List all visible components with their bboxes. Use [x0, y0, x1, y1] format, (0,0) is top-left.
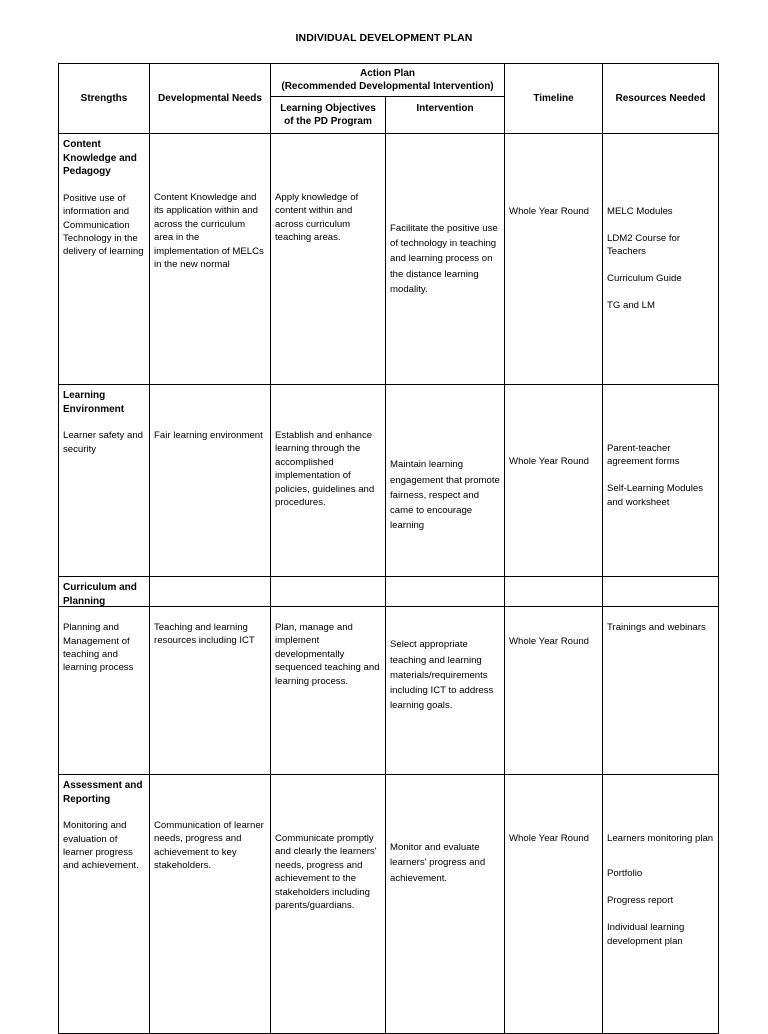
header-developmental-needs: Developmental Needs [150, 64, 271, 134]
objective-cell: Apply knowledge of content within and across curriculum teaching areas. [271, 134, 386, 385]
timeline-cell: Whole Year Round [505, 775, 603, 1034]
strength-cell [59, 577, 150, 775]
resource-item: MELC Modules [607, 206, 673, 217]
timeline-cell: Whole Year Round [505, 577, 603, 775]
category-label: Content Knowledge and Pedagogy [63, 139, 137, 178]
strength-cell [59, 134, 150, 385]
document-title: INDIVIDUAL DEVELOPMENT PLAN [295, 32, 473, 44]
strength-text: Learner safety and security [63, 430, 144, 455]
header-learning-objectives: Learning Objectives of the PD Program [271, 97, 386, 134]
header-action-plan-line2: (Recommended Developmental Intervention) [281, 81, 494, 92]
header-strengths: Strengths [59, 64, 150, 134]
resources-cell [603, 775, 719, 1034]
resources-cell [603, 385, 719, 607]
header-timeline: Timeline [505, 64, 603, 134]
intervention-cell: Maintain learning engagement that promote fairness, respect and came to encourage learning [386, 385, 505, 607]
strength-text: Monitoring and evaluation of learner progress and achievement. [63, 820, 139, 872]
table-row [59, 134, 719, 385]
intervention-cell: Facilitate the positive use of technology in teaching and learning process on the distance learning modality. [386, 134, 505, 385]
header-resources-needed: Resources Needed [603, 64, 719, 134]
objective-cell: Plan, manage and implement developmentally sequenced teaching and learning process. [271, 577, 386, 775]
table-row [59, 385, 719, 607]
header-intervention: Intervention [386, 97, 505, 134]
resource-item: Trainings and webinars [607, 622, 706, 633]
category-label: Assessment and Reporting [63, 780, 143, 805]
timeline-cell: Whole Year Round [505, 134, 603, 385]
resource-item: Parent-teacher agreement forms [607, 443, 680, 468]
resource-item: LDM2 Course for Teachers [607, 232, 681, 258]
category-label: Curriculum and Planning [63, 582, 137, 607]
intervention-cell: Select appropriate teaching and learning materials/requirements including ICT to address learning goals. [386, 577, 505, 775]
development-plan-table-page-2 [58, 576, 719, 1034]
strength-text: Positive use of information and Communication Technology in the delivery of learning [63, 192, 144, 258]
need-cell: Teaching and learning resources including ICT [150, 577, 271, 775]
header-action-plan-line1: Action Plan [360, 67, 416, 79]
objective-cell: Establish and enhance learning through the accomplished implementation of policies, guidelines and procedures. [271, 385, 386, 607]
strength-text: Planning and Management of teaching and learning process [63, 622, 134, 674]
resources-cell [603, 134, 719, 385]
resource-item: Learners monitoring plan [607, 833, 714, 844]
development-plan-table-page-1 [58, 63, 719, 607]
category-label: Learning Environment [63, 390, 125, 415]
resource-item: Curriculum Guide [607, 273, 682, 285]
need-cell: Fair learning environment [150, 385, 271, 607]
table-row [59, 775, 719, 1034]
resource-item: Self-Learning Modules and worksheet [607, 483, 704, 508]
table-row [59, 577, 719, 775]
header-action-plan [271, 64, 505, 97]
resource-item: Individual learning development plan [607, 922, 685, 947]
resource-item: TG and LM [607, 300, 656, 312]
strength-cell [59, 775, 150, 1034]
intervention-cell: Monitor and evaluate learners' progress and achievement. [386, 775, 505, 1034]
resource-item: Progress report [607, 895, 674, 907]
timeline-cell: Whole Year Round [505, 385, 603, 607]
strength-cell [59, 385, 150, 607]
resources-cell [603, 577, 719, 775]
resource-item: Portfolio [607, 868, 643, 880]
objective-cell: Communicate promptly and clearly the learners' needs, progress and achievement to the stakeholders including parents/guardians. [271, 775, 386, 1034]
need-cell: Communication of learner needs, progress and achievement to key stakeholders. [150, 775, 271, 1034]
need-cell: Content Knowledge and its application within and across the curriculum area in the implementation of MELCs in the new normal [150, 134, 271, 385]
